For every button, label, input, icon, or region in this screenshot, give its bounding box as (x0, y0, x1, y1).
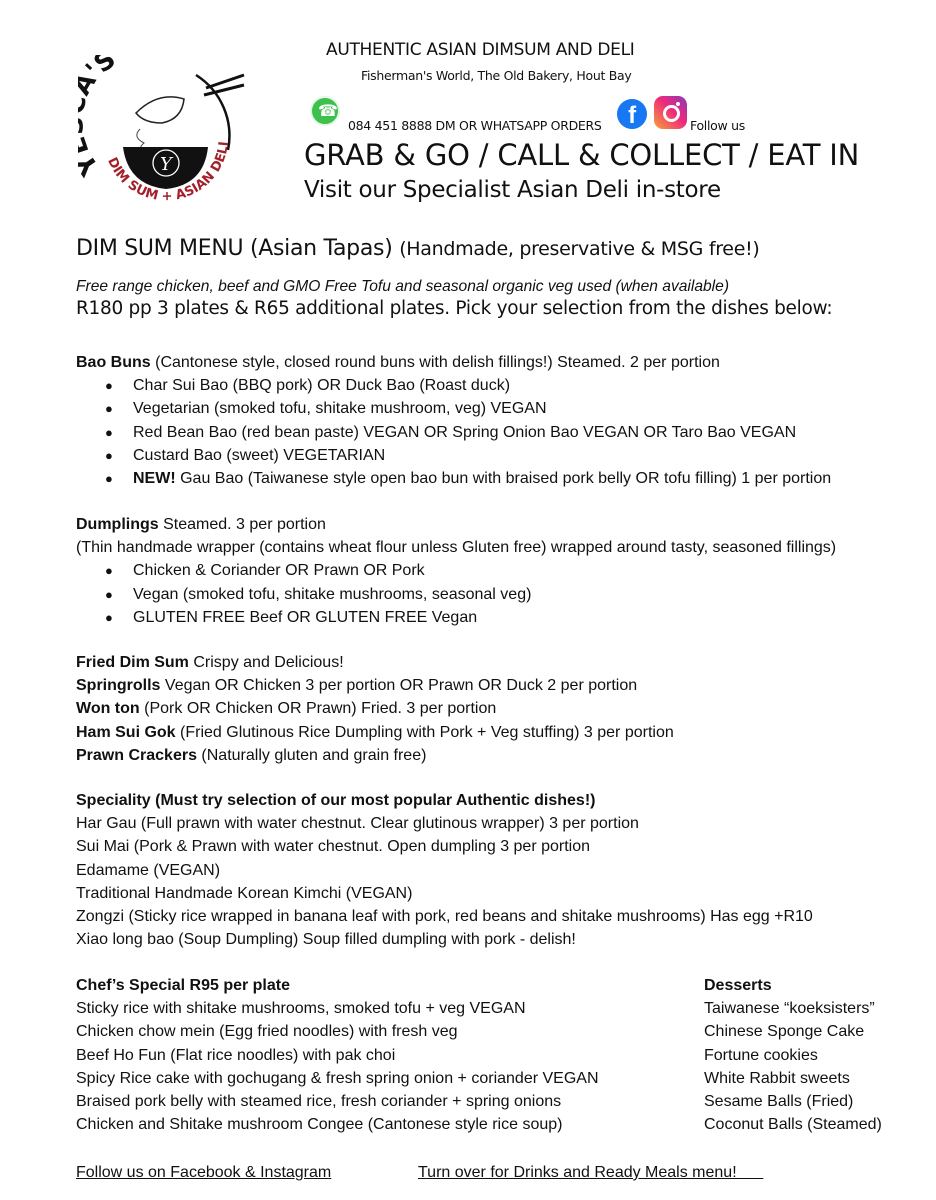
menu-item: ● Red Bean Bao (red bean paste) VEGAN OR Spring Onion Bao VEGAN OR Taro Bao VEGAN (76, 421, 831, 444)
whatsapp-icon[interactable] (310, 96, 340, 126)
section-title: Speciality (Must try selection of our most popular Authentic dishes!) (76, 792, 596, 809)
dumplings-section (76, 513, 836, 629)
menu-item: Chicken and Shitake mushroom Congee (Cantonese style rice soup) (76, 1116, 563, 1134)
desserts-section (704, 974, 882, 1136)
section-title: Chef’s Special R95 per plate (76, 977, 290, 994)
menu-item: Taiwanese “koeksisters” (704, 1000, 875, 1018)
restaurant-logo (78, 55, 248, 215)
menu-item: Zongzi (Sticky rice wrapped in banana leaf with pork, red beans and shitake mushrooms) Has egg +R10 (76, 908, 813, 926)
menu-item: ● Vegetarian (smoked tofu, shitake mushroom, veg) VEGAN (76, 397, 831, 420)
logo-name: 'S (80, 55, 122, 85)
menu-item: ● Chicken & Coriander OR Prawn OR Pork (76, 559, 836, 582)
section-title: Desserts (704, 977, 772, 994)
visit-line: Visit our Specialist Asian Deli in-store (304, 177, 721, 203)
row-title: Won ton (76, 700, 140, 718)
menu-title-main: DIM SUM MENU (Asian Tapas) (76, 236, 393, 261)
follow-us-text: Follow us (690, 118, 745, 133)
instagram-icon[interactable] (654, 96, 687, 129)
service-line: GRAB & GO / CALL & COLLECT / EAT IN (304, 138, 860, 172)
row-title: Springrolls (76, 677, 161, 695)
row-text: (Naturally gluten and grain free) (201, 746, 427, 764)
menu-item: Edamame (VEGAN) (76, 861, 221, 879)
fried-section (76, 651, 674, 767)
menu-item: ● Custard Bao (sweet) VEGETARIAN (76, 444, 831, 467)
menu-row (76, 721, 674, 744)
row-text: Vegan OR Chicken 3 per portion OR Prawn OR Duck 2 per portion (164, 677, 638, 695)
menu-item: Chinese Sponge Cake (704, 1023, 865, 1041)
section-desc: Steamed. 3 per portion (163, 516, 326, 533)
contact-row (310, 96, 910, 134)
section-desc: (Cantonese style, closed round buns with delish fillings!) Steamed. 2 per portion (155, 354, 720, 371)
menu-row (76, 744, 674, 767)
menu-item: Beef Ho Fun (Flat rice noodles) with pak choi (76, 1046, 396, 1064)
address: Fisherman's World, The Old Bakery, Hout Bay (361, 68, 632, 83)
menu-item: Fortune cookies (704, 1046, 818, 1064)
section-title: Bao Buns (76, 354, 151, 371)
phone-text: 084 451 8888 DM OR WHATSAPP ORDERS (348, 118, 602, 133)
menu-row (76, 651, 674, 674)
menu-row (76, 674, 674, 697)
tagline: AUTHENTIC ASIAN DIMSUM AND DELI (326, 40, 635, 60)
section-heading (76, 513, 836, 536)
menu-title (76, 236, 760, 261)
menu-row (76, 697, 674, 720)
menu-item: Braised pork belly with steamed rice, fresh coriander + spring onions (76, 1093, 562, 1111)
menu-item: Traditional Handmade Korean Kimchi (VEGAN) (76, 884, 413, 902)
row-title: Fried Dim Sum (76, 654, 189, 671)
new-badge: NEW! (133, 470, 176, 488)
menu-item: Sesame Balls (Fried) (704, 1093, 854, 1111)
logo-subtitle: DIM SUM + ASIAN DELI (104, 140, 232, 205)
row-text: (Pork OR Chicken OR Prawn) Fried. 3 per portion (144, 700, 497, 718)
menu-item: Coconut Balls (Steamed) (704, 1116, 882, 1134)
menu-item: Spicy Rice cake with gochugang & fresh spring onion + coriander VEGAN (76, 1069, 599, 1087)
menu-item: ● Vegan (smoked tofu, shitake mushrooms, seasonal veg) (76, 583, 836, 606)
chefs-special-section (76, 974, 599, 1136)
menu-item: Sui Mai (Pork & Prawn with water chestnut. Open dumpling 3 per portion (76, 838, 591, 856)
price-line: R180 pp 3 plates & R65 additional plates. Pick your selection from the dishes below: (76, 298, 833, 319)
footer-follow-link: Follow us on Facebook & Instagram (76, 1164, 332, 1181)
footer-turn-over-note: Turn over for Drinks and Ready Meals menu! (418, 1164, 764, 1181)
menu-item: White Rabbit sweets (704, 1069, 850, 1087)
menu-item: Sticky rice with shitake mushrooms, smoked tofu + veg VEGAN (76, 1000, 526, 1018)
speciality-section (76, 789, 813, 951)
logo-monogram: Y (160, 154, 172, 175)
menu-title-sub: (Handmade, preservative & MSG free!) (399, 238, 760, 260)
menu-item-new (76, 467, 831, 490)
menu-item: Xiao long bao (Soup Dumpling) Soup filled dumpling with pork - delish! (76, 931, 576, 949)
facebook-icon[interactable]: f (617, 99, 647, 129)
row-title: Prawn Crackers (76, 746, 197, 764)
free-range-note: Free range chicken, beef and GMO Free Tofu and seasonal organic veg used (when available) (76, 278, 730, 295)
menu-item: Chicken chow mein (Egg fried noodles) with fresh veg (76, 1023, 458, 1041)
section-heading (76, 351, 831, 374)
section-note: (Thin handmade wrapper (contains wheat flour unless Gluten free) wrapped around tasty, seasoned fillings) (76, 539, 837, 557)
row-title: Ham Sui Gok (76, 723, 176, 741)
menu-item: ● Char Sui Bao (BBQ pork) OR Duck Bao (Roast duck) (76, 374, 831, 397)
new-item-text: Gau Bao (Taiwanese style open bao bun with braised pork belly OR tofu filling) 1 per portion (180, 470, 832, 488)
menu-item: ● GLUTEN FREE Beef OR GLUTEN FREE Vegan (76, 606, 836, 629)
menu-item: Har Gau (Full prawn with water chestnut. Clear glutinous wrapper) 3 per portion (76, 815, 639, 833)
bao-buns-section (76, 351, 831, 490)
section-title: Dumplings (76, 516, 159, 533)
row-text: (Fried Glutinous Rice Dumpling with Pork + Veg stuffing) 3 per portion (180, 723, 674, 741)
row-text: Crispy and Delicious! (193, 654, 344, 671)
